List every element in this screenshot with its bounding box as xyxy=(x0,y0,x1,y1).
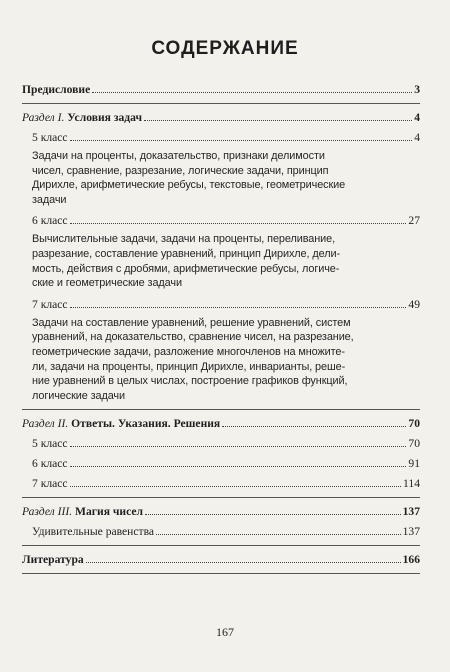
divider xyxy=(22,545,420,546)
description-line: мость, действия с дробями, арифметические ребусы, логиче- xyxy=(32,262,340,275)
leader-dots xyxy=(92,92,412,93)
section-prefix: Раздел I. xyxy=(22,111,65,124)
description-line: задачи xyxy=(32,193,67,206)
description-line: логические задачи xyxy=(32,389,125,402)
toc-entry-s2-grade6 xyxy=(22,456,420,471)
toc-entry-literature xyxy=(22,552,420,567)
toc-entry-label: Удивительные равенства xyxy=(32,525,155,539)
toc-entry-label: 5 класс xyxy=(32,437,68,451)
leader-dots xyxy=(70,466,407,467)
toc-entry-s1-grade5 xyxy=(22,130,420,145)
leader-dots xyxy=(144,120,412,121)
toc-entry-description xyxy=(22,316,420,404)
description-line: ские и геометрические задачи xyxy=(32,277,182,290)
section-prefix: Раздел III. xyxy=(22,505,73,519)
page-number: 167 xyxy=(216,625,234,639)
toc-entry-page: 166 xyxy=(402,553,420,567)
divider xyxy=(22,497,420,498)
toc-entry-page: 91 xyxy=(408,457,420,471)
leader-dots xyxy=(70,446,407,447)
section-title: Условия задач xyxy=(67,111,143,124)
toc-entry-s1-grade6 xyxy=(22,213,420,228)
toc-entry-s2-grade5 xyxy=(22,436,420,451)
toc-entry-label: Предисловие xyxy=(22,83,91,96)
toc-section-1 xyxy=(22,110,420,125)
toc-entry-label: 5 класс xyxy=(32,131,68,144)
toc-entry-description xyxy=(22,232,420,290)
toc-entry-page: 4 xyxy=(414,131,420,144)
table-of-contents xyxy=(22,82,420,580)
toc-entry-page: 70 xyxy=(408,417,420,431)
toc-entry-s3-item xyxy=(22,524,420,539)
leader-dots xyxy=(145,514,401,515)
section-prefix: Раздел II. xyxy=(22,417,69,431)
toc-entry-label: Литература xyxy=(22,553,84,567)
toc-entry-s1-grade7 xyxy=(22,297,420,312)
toc-entry-label: 6 класс xyxy=(32,214,68,228)
description-line: Вычислительные задачи, задачи на проценты, переливание, xyxy=(32,233,335,246)
divider xyxy=(22,103,420,104)
toc-entry-page: 137 xyxy=(402,525,420,539)
toc-entry-page: 70 xyxy=(408,437,420,451)
description-line: Задачи на составление уравнений, решение уравнений, систем xyxy=(32,316,351,329)
section-title: Ответы. Указания. Решения xyxy=(71,417,221,431)
leader-dots xyxy=(70,223,407,224)
leader-dots xyxy=(70,140,413,141)
leader-dots xyxy=(156,534,401,535)
toc-entry-label: 7 класс xyxy=(32,297,68,311)
description-line: Дирихле, арифметические ребусы, текстовые, геометрические xyxy=(32,179,346,192)
description-line: Задачи на проценты, доказательство, признаки делимости xyxy=(32,150,325,162)
leader-dots xyxy=(222,426,406,427)
toc-entry-page: 4 xyxy=(414,111,420,124)
toc-entry-description xyxy=(22,149,420,207)
divider xyxy=(22,409,420,410)
toc-entry-page: 27 xyxy=(408,214,420,228)
section-title: Магия чисел xyxy=(75,505,144,519)
toc-entry-page: 114 xyxy=(403,477,420,491)
description-line: ли, задачи на проценты, принцип Дирихле, инварианты, реше- xyxy=(32,360,346,373)
toc-entry-page: 49 xyxy=(408,297,420,311)
description-line: разрезание, составление уравнений, принцип Дирихле, дели- xyxy=(32,247,340,260)
description-line: ние уравнений в целых числах, построение графиков функций, xyxy=(32,375,348,388)
leader-dots xyxy=(86,562,401,563)
toc-entry-s2-grade7 xyxy=(22,476,420,491)
toc-section-2 xyxy=(22,416,420,431)
leader-dots xyxy=(70,307,407,308)
toc-entry-preface xyxy=(22,82,420,97)
toc-entry-label: 7 класс xyxy=(32,477,68,491)
toc-entry-page: 137 xyxy=(402,505,420,519)
leader-dots xyxy=(70,486,401,487)
description-line: уравнений, на доказательство, сравнение чисел, на разрезание, xyxy=(32,331,354,344)
toc-section-3 xyxy=(22,504,420,519)
divider xyxy=(22,573,420,574)
page-title: СОДЕРЖАНИЕ xyxy=(151,38,299,59)
description-line: геометрические задачи, разложение многочленов на множите- xyxy=(32,345,345,358)
toc-entry-label: 6 класс xyxy=(32,457,68,471)
toc-entry-page: 3 xyxy=(414,83,420,96)
description-line: чисел, сравнение, разрезание, логические задачи, принцип xyxy=(32,164,329,177)
